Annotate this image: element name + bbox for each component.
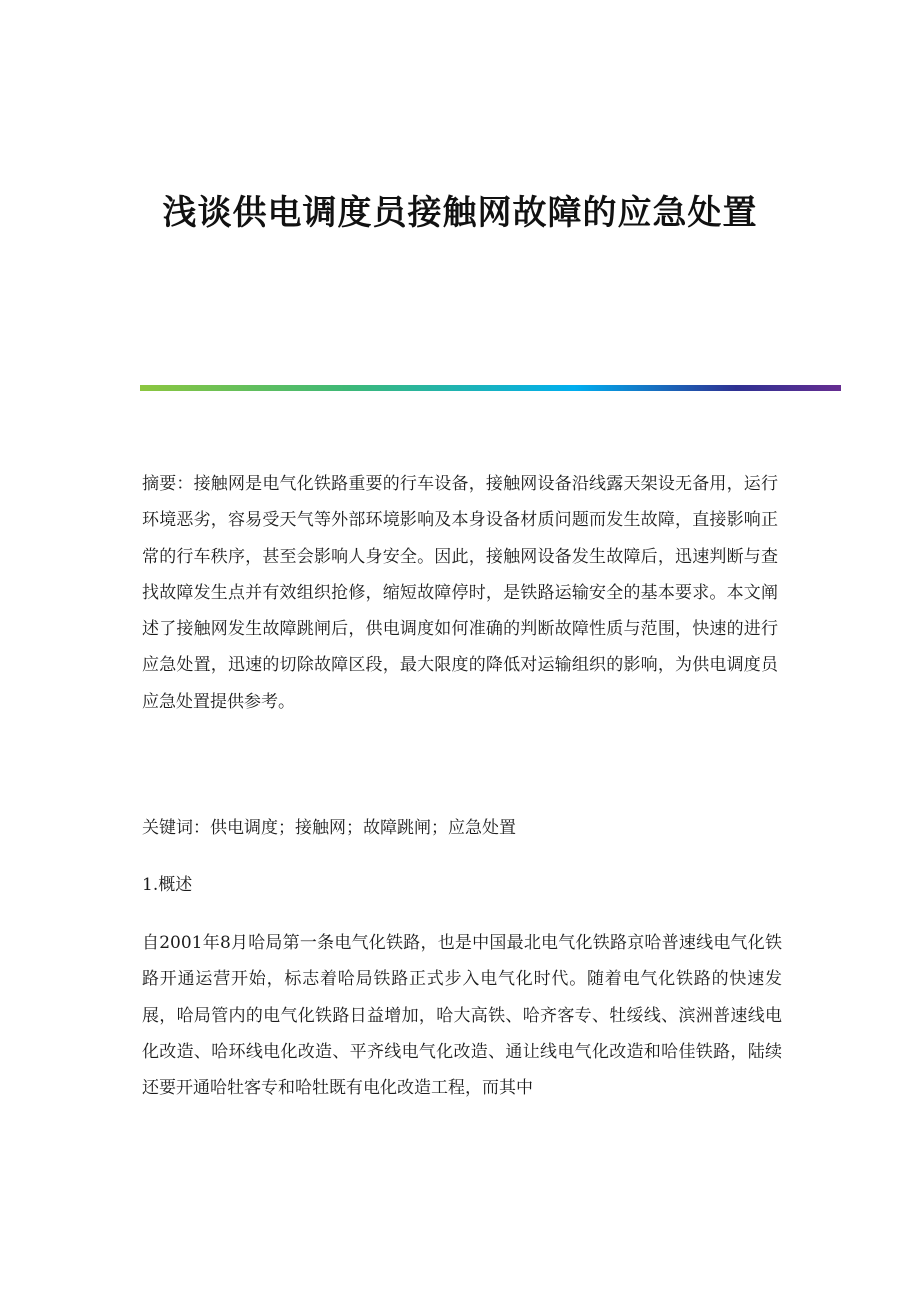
section-heading-overview: 1.概述 <box>142 875 193 895</box>
overview-section <box>142 925 782 1106</box>
document-title: 浅谈供电调度员接触网故障的应急处置 <box>162 193 758 233</box>
overview-paragraph: 自2001年8月哈局第一条电气化铁路，也是中国最北电气化铁路京哈普速线电气化铁路开通运营开始，标志着哈局铁路正式步入电气化时代。随着电气化铁路的快速发展，哈局管内的电气化铁路日益增加，哈大高铁、哈齐客专、牡绥线、滨洲普速线电化改造、哈环线电化改造、平齐线电气化改造、通让线电气化改造和哈佳铁路，陆续还要开通哈牡客专和哈牡既有电化改造工程，而其中 <box>142 933 782 1099</box>
abstract-paragraph: 摘要：接触网是电气化铁路重要的行车设备，接触网设备沿线露天架设无备用，运行环境恶劣，容易受天气等外部环境影响及本身设备材质问题而发生故障，直接影响正常的行车秩序，甚至会影响人身安全。因此，接触网设备发生故障后，迅速判断与查找故障发生点并有效组织抢修，缩短故障停时，是铁路运输安全的基本要求。本文阐述了接触网发生故障跳闸后，供电调度如何准确的判断故障性质与范围，快速的进行应急处置，迅速的切除故障区段，最大限度的降低对运输组织的影响，为供电调度员应急处置提供参考。 <box>142 474 778 712</box>
abstract-section <box>142 466 778 720</box>
title-divider <box>140 385 841 391</box>
keywords-line: 关键词：供电调度；接触网；故障跳闸；应急处置 <box>142 818 516 838</box>
